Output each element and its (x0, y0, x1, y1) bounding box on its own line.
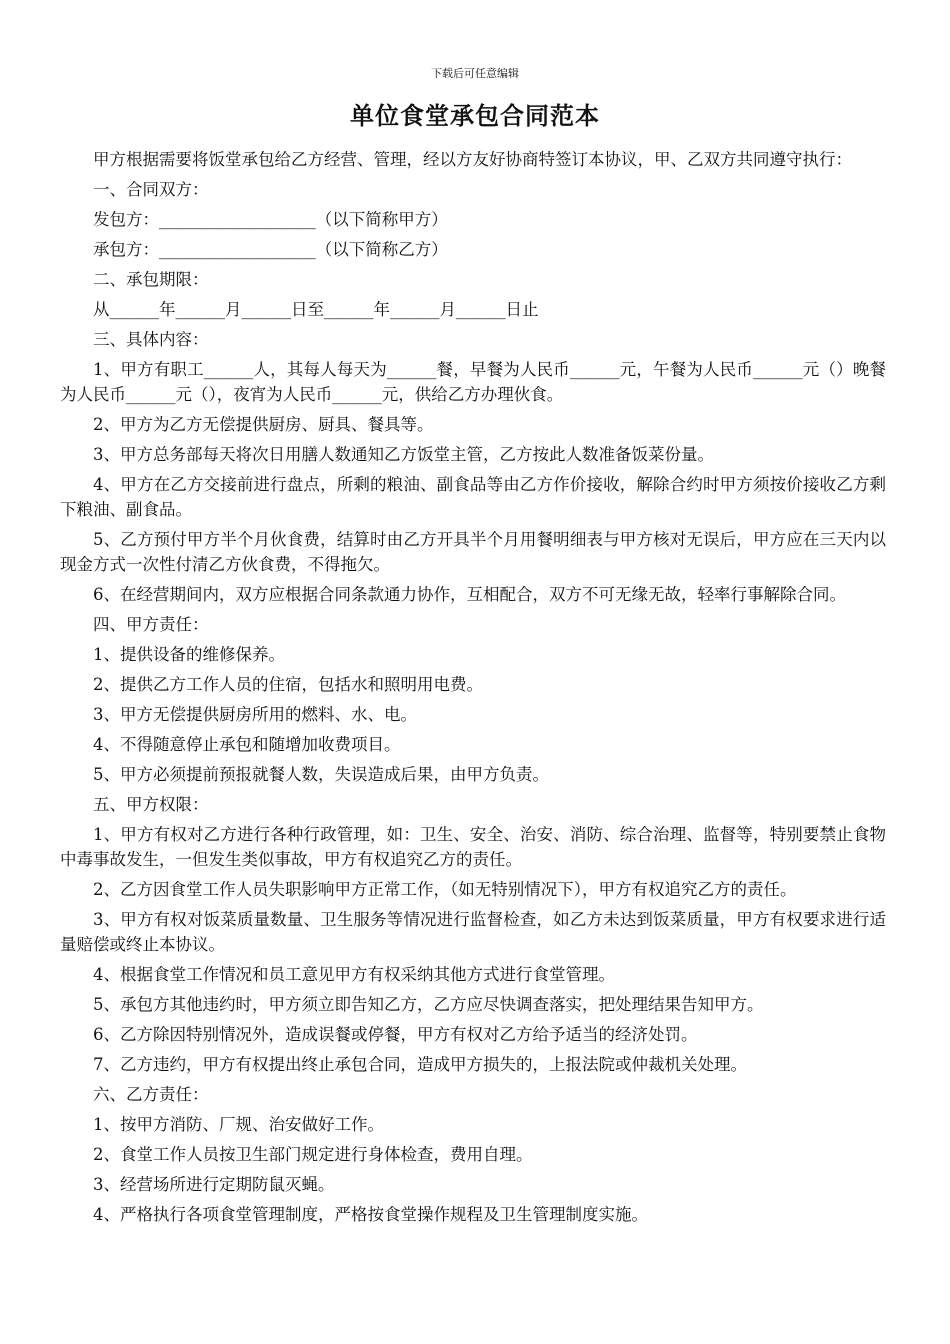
party-a-duty-2: 2、提供乙方工作人员的住宿，包括水和照明用电费。 (93, 675, 483, 694)
party-b-line: 承包方：___________________（以下简称乙方） (93, 240, 448, 259)
content-clause-6: 6、在经营期间内，双方应根据合同条款通力协作，互相配合，双方不可无缘无故，轻率行事解除合同。 (93, 585, 846, 604)
document-body (60, 147, 886, 1232)
party-a-right-2: 2、乙方因食堂工作人员失职影响甲方正常工作，（如无特别情况下），甲方有权追究乙方的责任。 (93, 880, 797, 899)
section-heading-party-a-duties: 四、甲方责任： (93, 615, 209, 634)
section-heading-party-a-rights: 五、甲方权限： (93, 795, 209, 814)
section-heading-party-b-duties: 六、乙方责任： (93, 1085, 209, 1104)
section-heading-content: 三、具体内容： (93, 330, 209, 349)
term-line: 从______年______月______日至______年______月______日止 (93, 300, 539, 319)
party-a-duty-3: 3、甲方无偿提供厨房所用的燃料、水、电。 (93, 705, 417, 724)
party-b-duty-3: 3、经营场所进行定期防鼠灭蝇。 (93, 1175, 335, 1194)
section-heading-parties: 一、合同双方： (93, 180, 209, 199)
content-clause-2: 2、甲方为乙方无偿提供厨房、厨具、餐具等。 (93, 415, 434, 434)
party-a-line: 发包方：___________________（以下简称甲方） (93, 210, 448, 229)
party-a-duty-5: 5、甲方必须提前预报就餐人数，失误造成后果，由甲方负责。 (93, 765, 549, 784)
content-clause-3: 3、甲方总务部每天将次日用膳人数通知乙方饭堂主管，乙方按此人数准备饭菜份量。 (93, 445, 714, 464)
party-a-right-3: 3、甲方有权对饭菜质量数量、卫生服务等情况进行监督检查，如乙方未达到饭菜质量，甲方有权要求进行适量赔偿或终止本协议。 (60, 910, 886, 954)
content-clause-4: 4、甲方在乙方交接前进行盘点，所剩的粮油、副食品等由乙方作价接收，解除合约时甲方须按价接收乙方剩下粮油、副食品。 (60, 475, 886, 519)
intro-paragraph: 甲方根据需要将饭堂承包给乙方经营、管理，经以方友好协商特签订本协议，甲、乙双方共同遵守执行： (93, 150, 852, 169)
section-heading-term: 二、承包期限： (93, 270, 209, 289)
content-clause-1: 1、甲方有职工______人，其每人每天为______餐，早餐为人民币______元，午餐为人民币______元（）晚餐为人民币______元（），夜宵为人民币______元，供给乙方办理伙食。 (60, 360, 886, 404)
party-b-duty-2: 2、食堂工作人员按卫生部门规定进行身体检查，费用自理。 (93, 1145, 533, 1164)
party-b-duty-4: 4、严格执行各项食堂管理制度，严格按食堂操作规程及卫生管理制度实施。 (93, 1205, 648, 1224)
header-note: 下载后可任意编辑 (431, 67, 519, 80)
party-a-right-7: 7、乙方违约，甲方有权提出终止承包合同，造成甲方损失的，上报法院或仲裁机关处理。 (93, 1055, 747, 1074)
content-clause-5: 5、乙方预付甲方半个月伙食费，结算时由乙方开具半个月用餐明细表与甲方核对无误后，甲方应在三天内以现金方式一次性付清乙方伙食费，不得拖欠。 (60, 530, 886, 574)
party-a-right-6: 6、乙方除因特别情况外，造成误餐或停餐，甲方有权对乙方给予适当的经济处罚。 (93, 1025, 698, 1044)
party-a-right-5: 5、承包方其他违约时，甲方须立即告知乙方，乙方应尽快调查落实，把处理结果告知甲方。 (93, 995, 764, 1014)
party-b-duty-1: 1、按甲方消防、厂规、治安做好工作。 (93, 1115, 384, 1134)
document-title: 单位食堂承包合同范本 (350, 102, 600, 130)
party-a-duty-1: 1、提供设备的维修保养。 (93, 645, 285, 664)
party-a-duty-4: 4、不得随意停止承包和随增加收费项目。 (93, 735, 401, 754)
party-a-right-4: 4、根据食堂工作情况和员工意见甲方有权采纳其他方式进行食堂管理。 (93, 965, 615, 984)
party-a-right-1: 1、甲方有权对乙方进行各种行政管理，如：卫生、安全、治安、消防、综合治理、监督等，特别要禁止食物中毒事故发生，一但发生类似事故，甲方有权追究乙方的责任。 (60, 825, 886, 869)
